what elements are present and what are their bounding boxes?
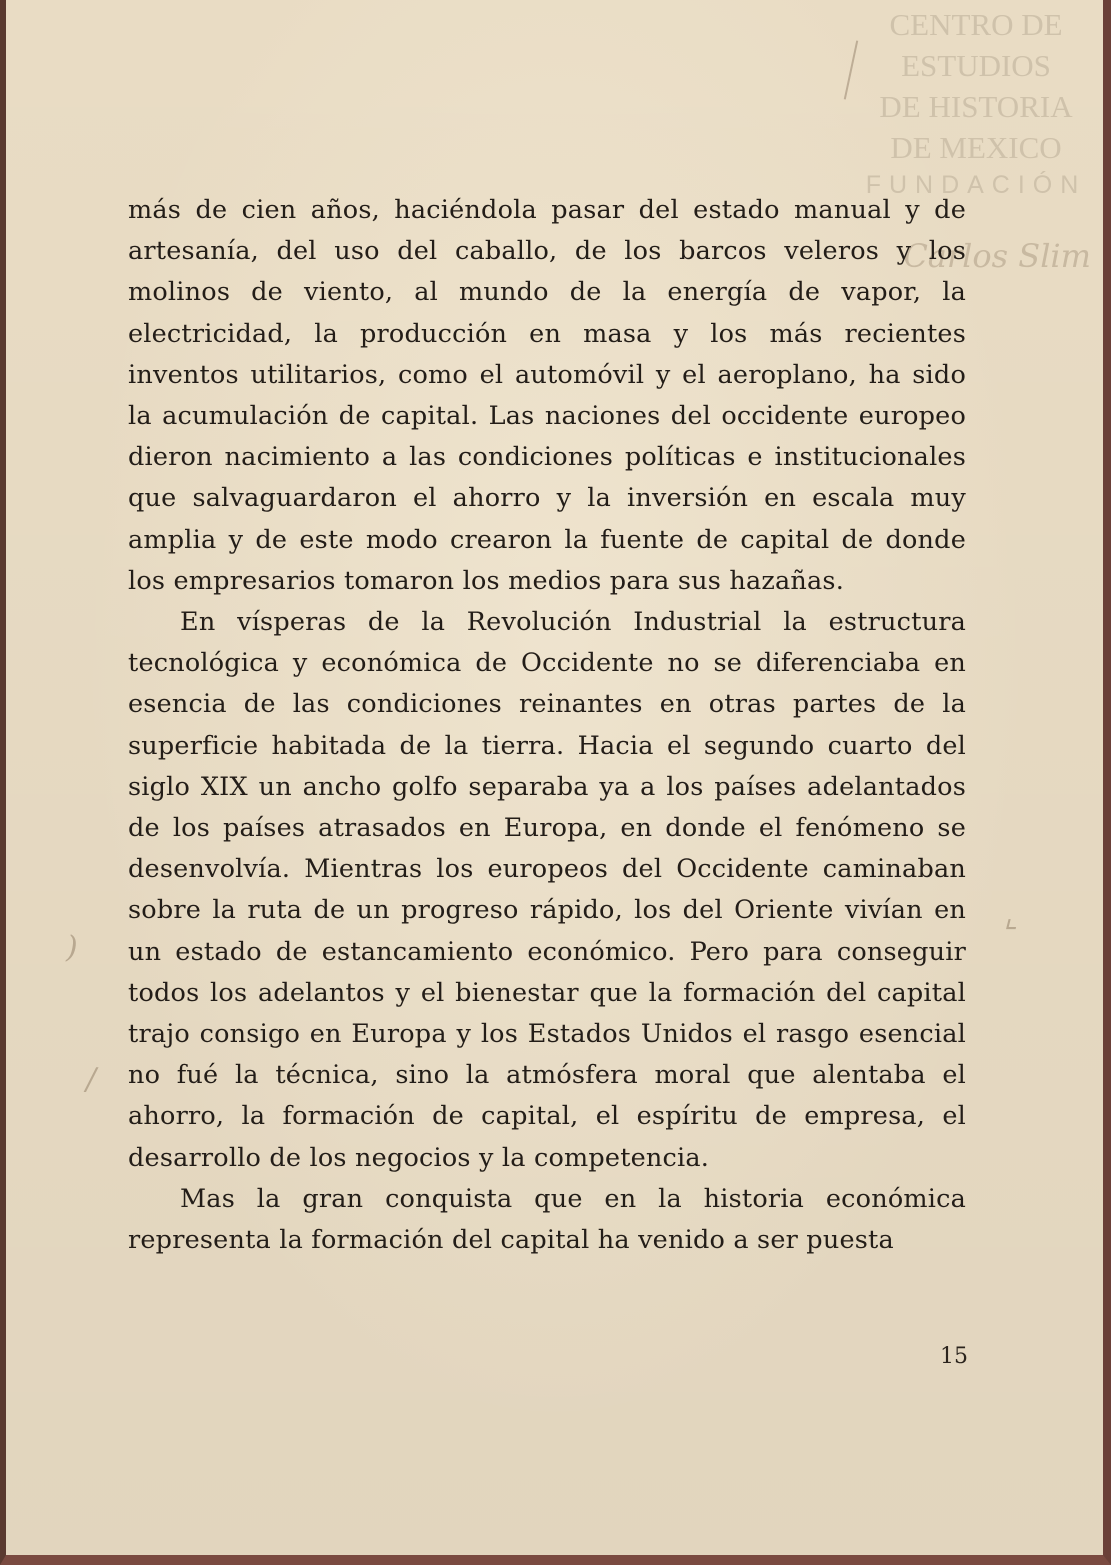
pencil-margin-mark: ) <box>66 930 78 965</box>
pencil-margin-mark: / <box>86 1062 97 1097</box>
pencil-margin-mark: ⌞ <box>1004 900 1019 935</box>
watermark-foundation: FUNDACIÓN <box>865 171 1087 199</box>
watermark-signature: Carlos Slim <box>903 237 1091 275</box>
paragraph: Mas la gran conquista que en la historia económica representa la formación del capital ha venido a ser puesta <box>128 1183 966 1256</box>
watermark-line: CENTRO DE <box>889 7 1063 42</box>
paragraph: más de cien años, haciéndola pasar del estado manual y de artesanía, del uso del caballo, de los barcos veleros y los molinos de viento, al mundo de la energía de vapor, la electricidad, la producción en masa y los más recientes inventos utilitarios, como el automóvil y el aeroplano, ha sido la acumulación de capital. Las naciones del occidente europeo dieron nacimiento a las condiciones políticas e institucionales que salvaguardaron el ahorro y la inversión en escala muy amplia y de este modo crearon la fuente de capital de donde los empresarios tomaron los medios para sus hazañas. <box>128 195 966 596</box>
watermark-line: ESTUDIOS <box>901 48 1051 83</box>
paper-scratch <box>844 40 858 99</box>
watermark-line: DE MEXICO <box>890 130 1062 165</box>
paragraph: En vísperas de la Revolución Industrial la estructura tecnológica y económica de Occidente no se diferenciaba en esencia de las condiciones reinantes en otras partes de la superficie habitada de la tierra. Hacia el segundo cuarto del siglo XIX un ancho golfo separaba ya a los países adelantados de los países atrasados en Europa, en donde el fenómeno se desenvolvía. Mientras los europeos del Occidente caminaban sobre la ruta de un progreso rápido, los del Oriente vivían en un estado de estancamiento económico. Pero para conseguir todos los adelantos y el bienestar que la formación del capital trajo consigo en Europa y los Estados Unidos el rasgo esencial no fué la técnica, sino la atmósfera moral que alentaba el ahorro, la formación de capital, el espíritu de empresa, el desarrollo de los negocios y la competencia. <box>128 607 966 1173</box>
watermark-line: DE HISTORIA <box>879 89 1073 124</box>
body-text <box>128 190 966 1261</box>
archive-watermark <box>861 4 1091 275</box>
page-number: 15 <box>940 1344 968 1369</box>
